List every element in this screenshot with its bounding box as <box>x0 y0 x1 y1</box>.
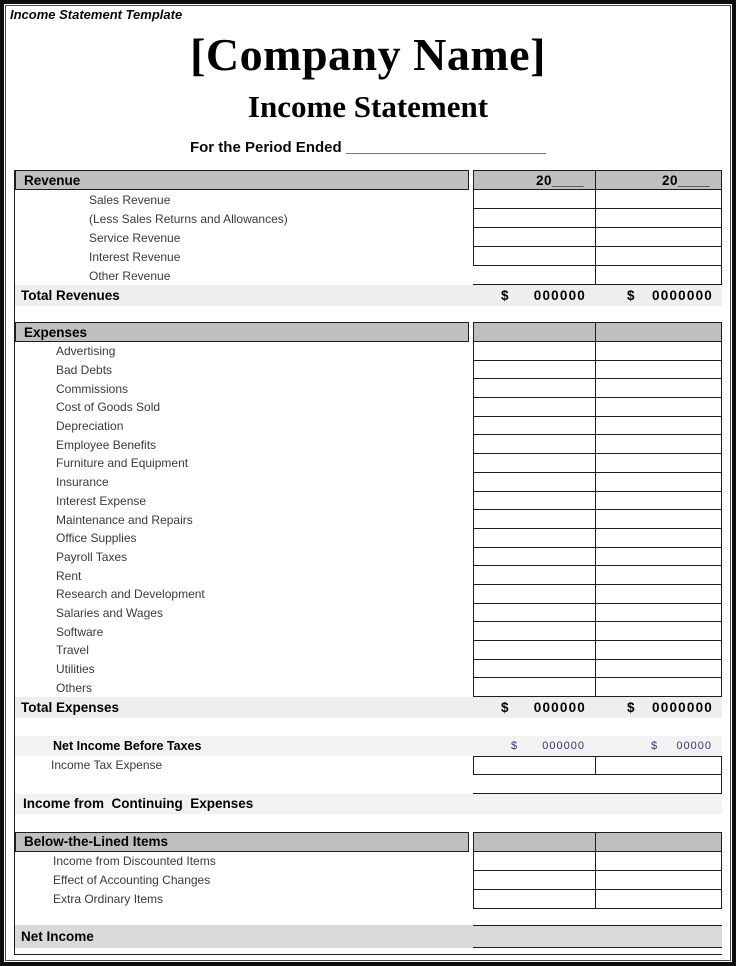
line-item-label: Extra Ordinary Items <box>53 892 164 907</box>
line-item-label: Cost of Goods Sold <box>56 400 161 415</box>
amount-value: 0000000 <box>652 700 713 716</box>
amount-cell-year2[interactable] <box>595 209 722 228</box>
revenue-item-row <box>15 190 722 209</box>
year1-column-header[interactable]: 20____ <box>473 170 595 190</box>
amount-cell-year1[interactable] <box>473 585 595 604</box>
line-item-label: Depreciation <box>56 419 124 434</box>
subtotal-rule-gap <box>15 775 722 794</box>
below-the-line-item-row <box>15 852 722 871</box>
amount-cell-year1[interactable] <box>473 756 595 775</box>
below-year1-header-cell <box>473 832 595 852</box>
amount-cell-year1[interactable] <box>473 379 595 398</box>
below-year2-header-cell <box>595 832 722 852</box>
line-item-label: Bad Debts <box>56 363 113 378</box>
nibt-year1 <box>473 736 595 756</box>
line-item-label: Others <box>56 680 93 695</box>
expense-item-row <box>15 361 722 380</box>
amount-cell-year1[interactable] <box>473 548 595 567</box>
income-tax-expense-label: Income Tax Expense <box>51 758 163 773</box>
amount-cell-year1[interactable] <box>473 454 595 473</box>
amount-cell-year1[interactable] <box>473 435 595 454</box>
amount-cell-year2[interactable] <box>595 660 722 679</box>
line-item-label: Commissions <box>56 381 129 396</box>
amount-cell-year2[interactable] <box>595 398 722 417</box>
amount-cell-year2[interactable] <box>595 548 722 567</box>
amount-value: 00000 <box>676 739 712 752</box>
line-item-label: Utilities <box>56 662 95 677</box>
amount-cell-year2[interactable] <box>595 454 722 473</box>
amount-cell-year2[interactable] <box>595 361 722 380</box>
amount-cell-year2[interactable] <box>595 492 722 511</box>
total-expenses-year1 <box>473 697 595 718</box>
expense-item-row <box>15 379 722 398</box>
subtotal-rule <box>473 775 722 794</box>
revenue-header-row <box>15 170 722 190</box>
amount-cell-year2[interactable] <box>595 871 722 890</box>
amount-cell-year1[interactable] <box>473 678 595 697</box>
amount-cell-year1[interactable] <box>473 492 595 511</box>
expense-item-row <box>15 604 722 623</box>
line-item-label: Furniture and Equipment <box>56 456 189 471</box>
expense-item-row <box>15 435 722 454</box>
amount-cell-year1[interactable] <box>473 604 595 623</box>
currency-symbol: $ <box>627 700 635 716</box>
currency-symbol: $ <box>627 288 635 303</box>
line-item-label: Software <box>56 624 104 639</box>
amount-cell-year1[interactable] <box>473 228 595 247</box>
amount-cell-year2[interactable] <box>595 379 722 398</box>
income-from-continuing-row <box>15 794 722 814</box>
currency-symbol: $ <box>501 700 509 716</box>
below-the-line-items <box>15 852 722 909</box>
amount-cell-year1[interactable] <box>473 510 595 529</box>
amount-cell-year1[interactable] <box>473 871 595 890</box>
document-title: Income Statement <box>247 89 489 124</box>
line-item-label: Interest Expense <box>56 493 147 508</box>
amount-cell-year1[interactable] <box>473 566 595 585</box>
net-income-amount-rule <box>473 925 722 948</box>
revenue-items <box>15 190 722 285</box>
amount-cell-year2[interactable] <box>595 890 722 909</box>
expense-item-row <box>15 566 722 585</box>
section-spacer <box>15 718 722 736</box>
amount-cell-year2[interactable] <box>595 473 722 492</box>
income-statement-table <box>14 170 722 955</box>
below-the-line-header-row <box>15 832 722 852</box>
amount-cell-year1[interactable] <box>473 209 595 228</box>
expense-item-row <box>15 398 722 417</box>
line-item-label: Travel <box>56 643 89 658</box>
expense-item-row <box>15 454 722 473</box>
amount-cell-year1[interactable] <box>473 890 595 909</box>
currency-symbol: $ <box>501 288 509 303</box>
amount-value: 000000 <box>533 288 586 303</box>
income-tax-expense-row <box>15 756 722 775</box>
income-from-continuing-label: Income from Continuing Expenses <box>23 796 254 812</box>
expense-item-row <box>15 342 722 361</box>
amount-cell-year2[interactable] <box>595 852 722 871</box>
amount-cell-year2[interactable] <box>595 266 722 285</box>
net-income-label: Net Income <box>21 928 94 944</box>
line-item-label: Maintenance and Repairs <box>56 512 193 527</box>
line-item-label: Insurance <box>56 475 109 490</box>
amount-cell-year2[interactable] <box>595 342 722 361</box>
total-revenues-row <box>15 285 722 306</box>
amount-cell-year1[interactable] <box>473 529 595 548</box>
expense-items <box>15 342 722 697</box>
expenses-section-header: Expenses <box>15 322 469 342</box>
line-item-label: Research and Development <box>56 587 205 602</box>
expense-item-row <box>15 529 722 548</box>
expense-item-row <box>15 660 722 679</box>
line-item-label: Other Revenue <box>89 268 171 283</box>
amount-cell-year1[interactable] <box>473 266 595 285</box>
amount-cell-year1[interactable] <box>473 342 595 361</box>
amount-cell-year1[interactable] <box>473 473 595 492</box>
year2-column-header[interactable]: 20____ <box>595 170 722 190</box>
expense-item-row <box>15 585 722 604</box>
total-revenues-label: Total Revenues <box>21 288 120 303</box>
company-name: [Company Name] <box>190 29 546 80</box>
expense-item-row <box>15 678 722 697</box>
revenue-item-row <box>15 266 722 285</box>
expenses-year1-header-cell <box>473 322 595 342</box>
amount-cell-year2[interactable] <box>595 604 722 623</box>
amount-cell-year1[interactable] <box>473 247 595 266</box>
expenses-year2-header-cell <box>595 322 722 342</box>
section-spacer <box>15 909 722 925</box>
total-revenues-year1 <box>473 285 595 306</box>
amount-cell-year1[interactable] <box>473 660 595 679</box>
amount-cell-year2[interactable] <box>595 529 722 548</box>
expense-item-row <box>15 492 722 511</box>
amount-cell-year1[interactable] <box>473 398 595 417</box>
currency-symbol: $ <box>511 739 518 752</box>
amount-cell-year2[interactable] <box>595 190 722 209</box>
amount-cell-year1[interactable] <box>473 190 595 209</box>
amount-cell-year2[interactable] <box>595 510 722 529</box>
line-item-label: Employee Benefits <box>56 437 157 452</box>
expenses-header-row <box>15 322 722 342</box>
amount-cell-year1[interactable] <box>473 361 595 380</box>
amount-value: 0000000 <box>652 288 713 303</box>
amount-cell-year2[interactable] <box>595 417 722 436</box>
expense-item-row <box>15 641 722 660</box>
line-item-label: Salaries and Wages <box>56 605 163 620</box>
below-the-line-item-row <box>15 890 722 909</box>
revenue-section-header: Revenue <box>15 170 469 190</box>
amount-cell-year2[interactable] <box>595 641 722 660</box>
net-income-before-taxes-row <box>15 736 722 756</box>
nibt-year2 <box>595 736 722 756</box>
amount-cell-year2[interactable] <box>595 228 722 247</box>
amount-cell-year1[interactable] <box>473 417 595 436</box>
revenue-item-row <box>15 228 722 247</box>
net-income-row <box>15 925 722 948</box>
total-revenues-year2 <box>595 285 722 306</box>
line-item-label: Service Revenue <box>89 230 181 245</box>
expense-item-row <box>15 510 722 529</box>
below-the-line-section-header: Below-the-Lined Items <box>15 832 469 852</box>
expense-item-row <box>15 417 722 436</box>
line-item-label: Sales Revenue <box>89 192 171 207</box>
section-spacer <box>15 814 722 832</box>
section-spacer <box>15 306 722 322</box>
amount-value: 000000 <box>542 739 585 752</box>
line-item-label: Office Supplies <box>56 531 137 546</box>
line-item-label: Interest Revenue <box>89 249 181 264</box>
amount-cell-year1[interactable] <box>473 641 595 660</box>
expense-item-row <box>15 548 722 567</box>
line-item-label: Effect of Accounting Changes <box>53 873 211 888</box>
amount-cell-year2[interactable] <box>595 756 722 775</box>
revenue-item-row <box>15 247 722 266</box>
amount-value: 000000 <box>533 700 586 716</box>
amount-cell-year1[interactable] <box>473 622 595 641</box>
total-expenses-label: Total Expenses <box>21 700 120 716</box>
amount-cell-year2[interactable] <box>595 566 722 585</box>
expense-item-row <box>15 622 722 641</box>
net-income-before-taxes-label: Net Income Before Taxes <box>53 738 202 753</box>
amount-cell-year2[interactable] <box>595 247 722 266</box>
below-the-line-item-row <box>15 871 722 890</box>
amount-cell-year2[interactable] <box>595 435 722 454</box>
line-item-label: Payroll Taxes <box>56 549 128 564</box>
line-item-label: Income from Discounted Items <box>53 854 216 869</box>
amount-cell-year1[interactable] <box>473 852 595 871</box>
template-label: Income Statement Template <box>10 7 183 22</box>
amount-cell-year2[interactable] <box>595 678 722 697</box>
revenue-item-row <box>15 209 722 228</box>
line-item-label: Rent <box>56 568 82 583</box>
amount-cell-year2[interactable] <box>595 585 722 604</box>
amount-cell-year2[interactable] <box>595 622 722 641</box>
total-expenses-year2 <box>595 697 722 718</box>
expense-item-row <box>15 473 722 492</box>
currency-symbol: $ <box>651 739 658 752</box>
line-item-label: (Less Sales Returns and Allowances) <box>89 211 288 226</box>
line-item-label: Advertising <box>56 344 116 359</box>
period-ended-line: For the Period Ended ________________________ <box>189 139 547 156</box>
total-expenses-row <box>15 697 722 718</box>
